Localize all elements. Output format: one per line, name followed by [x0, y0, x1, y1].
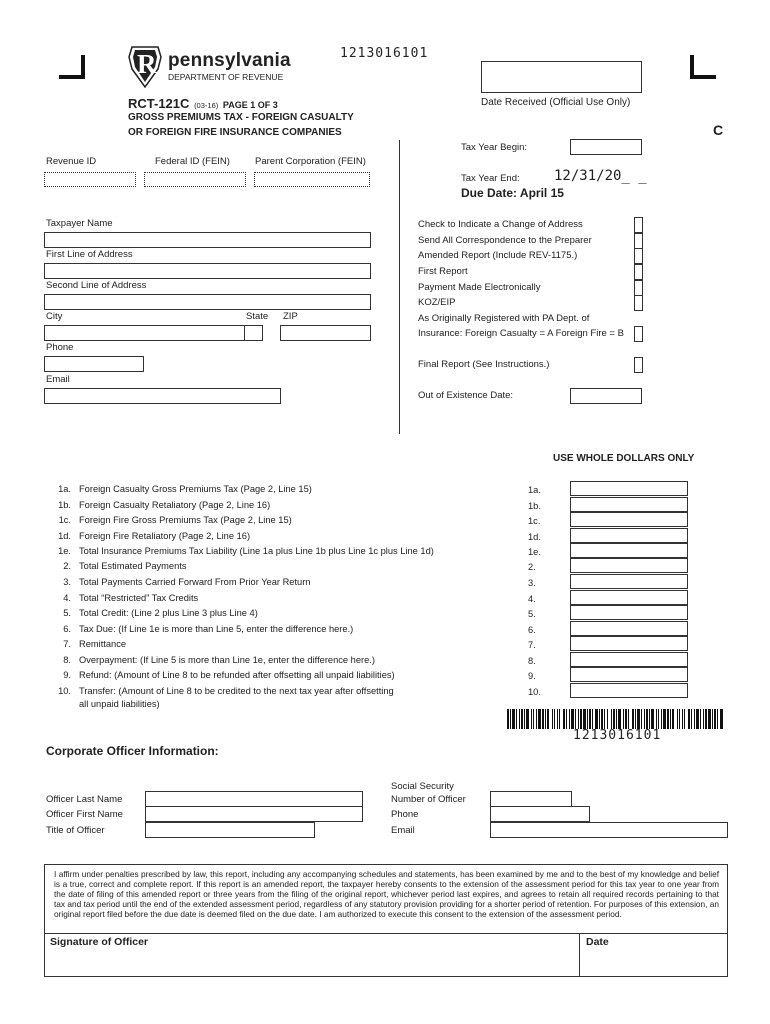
line-number-right: 2.: [528, 562, 536, 572]
barcode: [507, 709, 725, 729]
barcode-bar: [595, 709, 598, 729]
line-number: 4.: [63, 593, 71, 603]
email-label: Email: [46, 374, 70, 385]
barcode-bar: [554, 709, 555, 729]
barcode-bar: [644, 709, 645, 729]
barcode-bar: [694, 709, 695, 729]
barcode-bar: [563, 709, 565, 729]
barcode-bar: [688, 709, 690, 729]
barcode-bar: [559, 709, 560, 729]
first-report-checkbox[interactable]: [634, 264, 643, 280]
barcode-bar: [547, 709, 549, 729]
payment-elec-label: Payment Made Electronically: [418, 282, 541, 293]
date-label: Date: [586, 936, 609, 948]
barcode-bar: [552, 709, 553, 729]
barcode-bar: [507, 709, 509, 729]
form-title-line1: GROSS PREMIUMS TAX - FOREIGN CASUALTY: [128, 112, 354, 123]
officer-email-label: Email: [391, 825, 415, 836]
line-amount-input[interactable]: [570, 481, 688, 496]
form-title-line2: OR FOREIGN FIRE INSURANCE COMPANIES: [128, 127, 342, 138]
line-number-right: 8.: [528, 656, 536, 666]
barcode-bar: [611, 709, 612, 729]
registration-mark-left: [59, 55, 85, 79]
line-number: 1a.: [58, 484, 71, 494]
line-amount-input[interactable]: [570, 528, 688, 543]
barcode-bar: [510, 709, 511, 729]
ssn-label-1: Social Security: [391, 781, 454, 792]
line-number: 7.: [63, 639, 71, 649]
line-number-right: 7.: [528, 640, 536, 650]
section-divider: [399, 140, 400, 434]
koz-label: KOZ/EIP: [418, 297, 456, 308]
line-number-right: 4.: [528, 594, 536, 604]
barcode-bar: [682, 709, 683, 729]
koz-checkbox[interactable]: [634, 295, 643, 311]
barcode-bar: [599, 709, 600, 729]
line-label: Total Estimated Payments: [79, 561, 187, 571]
barcode-bar: [714, 709, 716, 729]
logo-department: DEPARTMENT OF REVENUE: [168, 72, 284, 82]
barcode-bar: [641, 709, 642, 729]
final-report-checkbox[interactable]: [634, 357, 643, 373]
line-number-right: 1e.: [528, 547, 541, 557]
tax-year-end-value: 12/31/20_ _: [554, 168, 647, 184]
barcode-bar: [670, 709, 671, 729]
corner-letter: C: [713, 122, 724, 138]
signature-label: Signature of Officer: [50, 936, 149, 948]
tax-year-end-label: Tax Year End:: [461, 173, 520, 184]
federal-id-input[interactable]: [144, 172, 246, 187]
line-number-right: 10.: [528, 687, 541, 697]
barcode-bar: [545, 709, 546, 729]
barcode-bar: [613, 709, 615, 729]
barcode-bar: [592, 709, 593, 729]
barcode-bar: [632, 709, 634, 729]
line-number-right: 9.: [528, 671, 536, 681]
form-id: RCT-121C: [128, 96, 190, 111]
final-report-label: Final Report (See Instructions.): [418, 359, 550, 370]
line-amount-input[interactable]: [570, 543, 688, 558]
barcode-bar: [646, 709, 648, 729]
line-label: Overpayment: (If Line 5 is more than Line 1e, enter the difference here.): [79, 655, 375, 665]
amended-label: Amended Report (Include REV-1175.): [418, 250, 578, 261]
officer-title-input[interactable]: [145, 822, 315, 838]
line-number-right: 5.: [528, 609, 536, 619]
email-input[interactable]: [44, 388, 281, 404]
phone-label: Phone: [46, 342, 74, 353]
barcode-bar: [656, 709, 657, 729]
line-label: Transfer: (Amount of Line 8 to be credited to the next tax year after offsetting: [79, 686, 394, 696]
barcode-bar: [607, 709, 608, 729]
line-label: Foreign Casualty Retaliatory (Page 2, Line 16): [79, 500, 271, 510]
line-label-continued: all unpaid liabilities): [79, 699, 160, 709]
line-amount-input[interactable]: [570, 512, 688, 527]
line-number: 2.: [63, 561, 71, 571]
barcode-bar: [720, 709, 723, 729]
officer-heading: Corporate Officer Information:: [46, 744, 219, 758]
page-info: PAGE 1 OF 3: [222, 100, 278, 110]
barcode-bar: [696, 709, 699, 729]
officer-title-label: Title of Officer: [46, 825, 105, 836]
barcode-bar: [557, 709, 558, 729]
line-number: 8.: [63, 655, 71, 665]
line-number: 5.: [63, 608, 71, 618]
form-title-row: [128, 96, 278, 111]
out-of-existence-input[interactable]: [570, 388, 642, 404]
logo-letter: R: [137, 49, 157, 79]
line-label: Refund: (Amount of Line 8 to be refunded after offsetting all unpaid liabilities): [79, 670, 395, 680]
barcode-bar: [583, 709, 586, 729]
barcode-bar: [519, 709, 520, 729]
barcode-bar: [526, 709, 529, 729]
line-number-right: 3.: [528, 578, 536, 588]
barcode-bar: [575, 709, 576, 729]
barcode-bar: [604, 709, 605, 729]
barcode-bar: [536, 709, 537, 729]
line-number: 1b.: [58, 500, 71, 510]
form-rev: (03-16): [194, 101, 219, 110]
whole-dollars-note: USE WHOLE DOLLARS ONLY: [553, 453, 695, 464]
barcode-bar: [700, 709, 701, 729]
affirmation-text: I affirm under penalties prescribed by law, this report, including any accompanying schedules and statements, has been examined by me and to the best of my knowledge and belief is a true, correct and complete report. If this report is an amended report, the taxpayer hereby consents to the extension of the assessment period for this tax year to one year from the date of filing of this amended report or three years from the filing of the original report, whichever period last expires, and agrees to retain all required records pertaining to that tax and tax period until the end of the extended assessment period, regardless of any statutory provision providing for a shorter period of retention. For purposes of this extension, an original report filed before the due date is deemed filed on the due date. I am authorized to execute this consent to the extension of the assessment period.: [54, 869, 719, 920]
line-number: 1c.: [58, 515, 71, 525]
barcode-bar: [566, 709, 567, 729]
officer-email-input[interactable]: [490, 822, 728, 838]
parent-corp-input[interactable]: [254, 172, 370, 187]
line-amount-input[interactable]: [570, 667, 688, 682]
amended-checkbox[interactable]: [634, 248, 643, 264]
taxpayer-name-label: Taxpayer Name: [46, 218, 113, 229]
barcode-bar: [672, 709, 674, 729]
line-label: Total Payments Carried Forward From Prior Year Return: [79, 577, 311, 587]
barcode-bar: [677, 709, 678, 729]
line-amount-input[interactable]: [570, 558, 688, 573]
tax-year-begin-input[interactable]: [570, 139, 642, 155]
barcode-bar: [717, 709, 718, 729]
first-report-label: First Report: [418, 266, 468, 277]
line-amount-input[interactable]: [570, 574, 688, 589]
change-address-label: Check to Indicate a Change of Address: [418, 219, 583, 230]
officer-last-input[interactable]: [145, 791, 363, 807]
out-of-existence-label: Out of Existence Date:: [418, 390, 514, 401]
barcode-bar: [708, 709, 711, 729]
barcode-bar: [625, 709, 627, 729]
line-number-right: 1d.: [528, 532, 541, 542]
barcode-bar: [651, 709, 654, 729]
barcode-bar: [578, 709, 579, 729]
state-input[interactable]: [244, 325, 263, 341]
ssn-input[interactable]: [490, 791, 572, 807]
barcode-bar: [712, 709, 713, 729]
line-amount-input[interactable]: [570, 590, 688, 605]
line-label: Foreign Fire Retaliatory (Page 2, Line 16): [79, 531, 251, 541]
due-date: Due Date: April 15: [461, 186, 564, 200]
barcode-bar: [569, 709, 570, 729]
barcode-bar: [658, 709, 659, 729]
barcode-bar: [521, 709, 523, 729]
line-number: 1e.: [58, 546, 71, 556]
barcode-bar: [616, 709, 617, 729]
barcode-bar: [538, 709, 541, 729]
line-amount-input[interactable]: [570, 683, 688, 698]
barcode-bar: [637, 709, 640, 729]
revenue-id-label: Revenue ID: [46, 156, 97, 167]
date-received-label: Date Received (Official Use Only): [481, 97, 631, 108]
line-label: Total “Restricted” Tax Credits: [79, 593, 199, 603]
barcode-bar: [589, 709, 591, 729]
barcode-bar: [516, 709, 517, 729]
send-corr-checkbox[interactable]: [634, 233, 643, 249]
barcode-bar: [587, 709, 588, 729]
tax-year-begin-label: Tax Year Begin:: [461, 142, 528, 153]
barcode-bar: [679, 709, 680, 729]
line-label: Foreign Fire Gross Premiums Tax (Page 2, Line 15): [79, 515, 292, 525]
line-amount-input[interactable]: [570, 636, 688, 651]
barcode-bar: [705, 709, 707, 729]
officer-first-label: Officer First Name: [46, 809, 123, 820]
barcode-bar: [635, 709, 636, 729]
logo-name: pennsylvania: [168, 50, 291, 71]
officer-last-label: Officer Last Name: [46, 794, 123, 805]
line-amount-input[interactable]: [570, 621, 688, 636]
zip-label: ZIP: [283, 311, 298, 322]
barcode-bar: [649, 709, 650, 729]
barcode-bar: [691, 709, 692, 729]
officer-phone-input[interactable]: [490, 806, 590, 822]
line-number: 10.: [58, 686, 71, 696]
line-amount-input[interactable]: [570, 652, 688, 667]
line-amount-input[interactable]: [570, 605, 688, 620]
barcode-bar: [533, 709, 534, 729]
barcode-bar: [531, 709, 532, 729]
barcode-bar: [524, 709, 525, 729]
federal-id-label: Federal ID (FEIN): [155, 156, 230, 167]
line-number-right: 1c.: [528, 516, 541, 526]
barcode-bar: [667, 709, 669, 729]
second-line-label: Second Line of Address: [46, 280, 147, 291]
line-label: Total Credit: (Line 2 plus Line 3 plus Line 4): [79, 608, 258, 618]
line-label: Total Insurance Premiums Tax Liability (Line 1a plus Line 1b plus Line 1c plus Line 1d): [79, 546, 434, 556]
barcode-bar: [703, 709, 704, 729]
officer-phone-label: Phone: [391, 809, 419, 820]
barcode-bar: [601, 709, 603, 729]
parent-corp-label: Parent Corporation (FEIN): [255, 156, 366, 167]
line-number: 9.: [63, 670, 71, 680]
barcode-bar: [580, 709, 582, 729]
ssn-label-2: Number of Officer: [391, 794, 466, 805]
payment-elec-checkbox[interactable]: [634, 280, 643, 296]
line-number: 1d.: [58, 531, 71, 541]
barcode-bar: [663, 709, 666, 729]
change-address-checkbox[interactable]: [634, 217, 643, 233]
line-number-right: 1a.: [528, 485, 541, 495]
officer-first-input[interactable]: [145, 806, 363, 822]
orig-reg-label-1: As Originally Registered with PA Dept. of: [418, 313, 590, 324]
line-amount-input[interactable]: [570, 497, 688, 512]
first-line-input[interactable]: [44, 263, 371, 279]
barcode-number-top: 1213016101: [340, 46, 429, 61]
line-label: Remittance: [79, 639, 127, 649]
phone-input[interactable]: [44, 356, 144, 372]
orig-reg-checkbox[interactable]: [634, 326, 643, 342]
barcode-bar: [542, 709, 544, 729]
orig-reg-label-2: Insurance: Foreign Casualty = A Foreign Fire = B: [418, 328, 624, 339]
send-corr-label: Send All Correspondence to the Preparer: [418, 235, 592, 246]
line-label: Foreign Casualty Gross Premiums Tax (Page 2, Line 15): [79, 484, 312, 494]
barcode-bar: [628, 709, 629, 729]
date-received-box: [481, 61, 642, 93]
pa-logo: [128, 45, 162, 89]
taxpayer-name-input[interactable]: [44, 232, 371, 248]
barcode-bar: [684, 709, 685, 729]
barcode-bar: [661, 709, 662, 729]
barcode-bar: [571, 709, 574, 729]
barcode-bar: [618, 709, 621, 729]
city-label: City: [46, 311, 63, 322]
line-number: 6.: [63, 624, 71, 634]
registration-mark-right: [690, 55, 716, 79]
zip-input[interactable]: [280, 325, 371, 341]
line-label: Tax Due: (If Line 1e is more than Line 5, enter the difference here.): [79, 624, 354, 634]
line-number-right: 1b.: [528, 501, 541, 511]
state-label: State: [246, 311, 269, 322]
line-number: 3.: [63, 577, 71, 587]
barcode-bar: [623, 709, 624, 729]
first-line-label: First Line of Address: [46, 249, 133, 260]
second-line-input[interactable]: [44, 294, 371, 310]
barcode-bar: [512, 709, 515, 729]
city-input[interactable]: [44, 325, 254, 341]
revenue-id-input[interactable]: [44, 172, 136, 187]
line-number-right: 6.: [528, 625, 536, 635]
barcode-number-bottom: 1213016101: [573, 728, 662, 743]
